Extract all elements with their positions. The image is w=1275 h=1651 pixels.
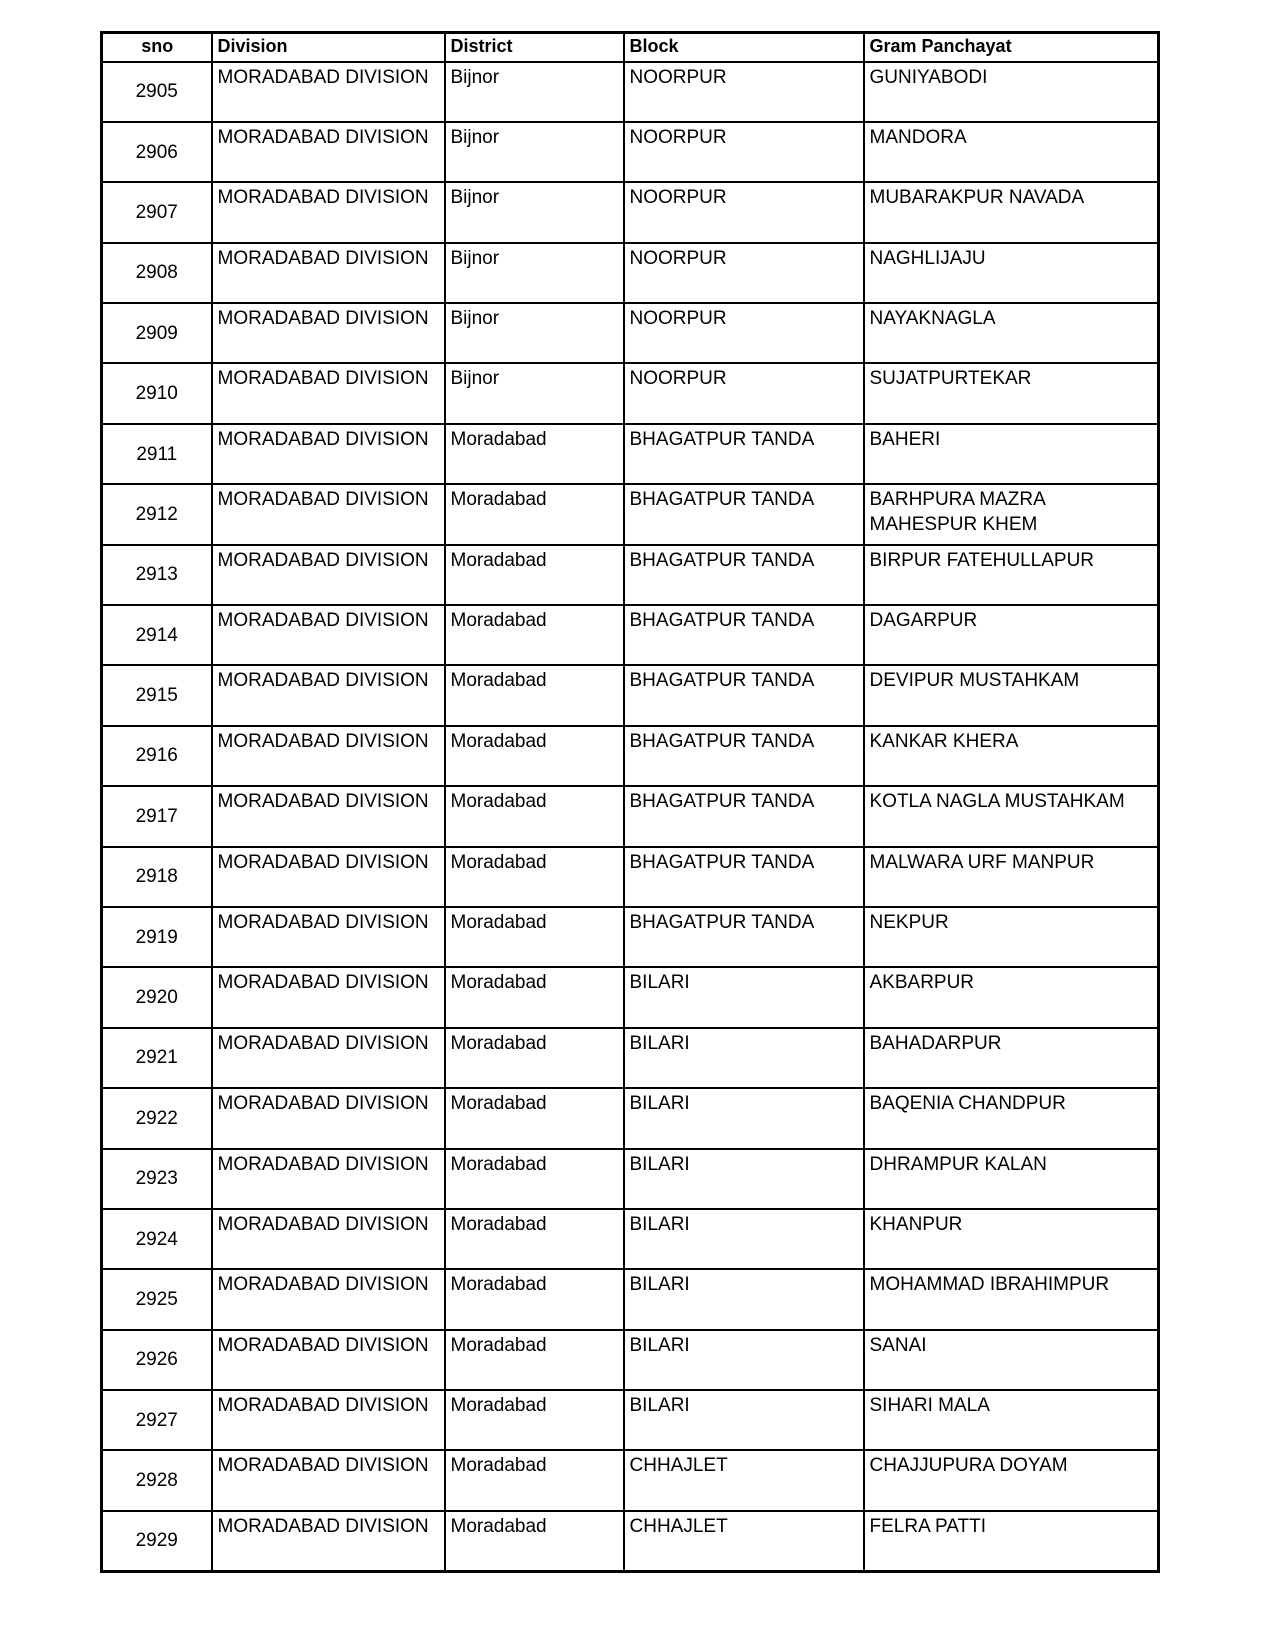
table-row: [102, 605, 1159, 665]
table-row: [102, 484, 1159, 544]
cell-block: BILARI: [624, 1269, 864, 1329]
cell-district: Moradabad: [445, 545, 624, 605]
cell-division: MORADABAD DIVISION: [212, 726, 445, 786]
cell-division: MORADABAD DIVISION: [212, 545, 445, 605]
cell-division: MORADABAD DIVISION: [212, 786, 445, 846]
panchayat-table: [100, 31, 1160, 1573]
cell-division: MORADABAD DIVISION: [212, 1269, 445, 1329]
cell-gram_panchayat: BIRPUR FATEHULLAPUR: [864, 545, 1159, 605]
cell-district: Moradabad: [445, 484, 624, 544]
cell-block: NOORPUR: [624, 62, 864, 122]
cell-block: BILARI: [624, 967, 864, 1027]
cell-sno: 2924: [102, 1209, 212, 1269]
cell-sno: 2927: [102, 1390, 212, 1450]
cell-gram_panchayat: KOTLA NAGLA MUSTAHKAM: [864, 786, 1159, 846]
cell-block: BHAGATPUR TANDA: [624, 545, 864, 605]
cell-district: Moradabad: [445, 1330, 624, 1390]
cell-sno: 2917: [102, 786, 212, 846]
cell-division: MORADABAD DIVISION: [212, 1088, 445, 1148]
cell-division: MORADABAD DIVISION: [212, 303, 445, 363]
cell-sno: 2929: [102, 1511, 212, 1571]
cell-block: BHAGATPUR TANDA: [624, 847, 864, 907]
cell-gram_panchayat: AKBARPUR: [864, 967, 1159, 1027]
cell-block: BHAGATPUR TANDA: [624, 484, 864, 544]
table-row: [102, 424, 1159, 484]
cell-block: BILARI: [624, 1028, 864, 1088]
table-row: [102, 243, 1159, 303]
table-row: [102, 62, 1159, 122]
cell-block: BHAGATPUR TANDA: [624, 786, 864, 846]
cell-division: MORADABAD DIVISION: [212, 1149, 445, 1209]
cell-district: Moradabad: [445, 726, 624, 786]
column-header-division: Division: [212, 33, 445, 62]
document-sheet: [100, 31, 1160, 1573]
cell-block: BHAGATPUR TANDA: [624, 424, 864, 484]
cell-district: Moradabad: [445, 424, 624, 484]
cell-sno: 2928: [102, 1450, 212, 1510]
cell-gram_panchayat: MALWARA URF MANPUR: [864, 847, 1159, 907]
cell-division: MORADABAD DIVISION: [212, 424, 445, 484]
cell-sno: 2905: [102, 62, 212, 122]
cell-district: Bijnor: [445, 243, 624, 303]
cell-gram_panchayat: NAGHLIJAJU: [864, 243, 1159, 303]
table-body: [102, 62, 1159, 1572]
cell-block: CHHAJLET: [624, 1450, 864, 1510]
cell-division: MORADABAD DIVISION: [212, 1209, 445, 1269]
table-row: [102, 786, 1159, 846]
cell-sno: 2919: [102, 907, 212, 967]
cell-division: MORADABAD DIVISION: [212, 967, 445, 1027]
cell-sno: 2906: [102, 122, 212, 182]
cell-district: Bijnor: [445, 62, 624, 122]
cell-division: MORADABAD DIVISION: [212, 243, 445, 303]
table-row: [102, 1511, 1159, 1571]
table-row: [102, 847, 1159, 907]
cell-gram_panchayat: BAHADARPUR: [864, 1028, 1159, 1088]
cell-sno: 2914: [102, 605, 212, 665]
cell-district: Moradabad: [445, 665, 624, 725]
cell-sno: 2925: [102, 1269, 212, 1329]
table-row: [102, 303, 1159, 363]
table-row: [102, 1450, 1159, 1510]
header-row: [102, 33, 1159, 62]
table-row: [102, 1088, 1159, 1148]
cell-district: Bijnor: [445, 122, 624, 182]
cell-sno: 2910: [102, 363, 212, 423]
cell-district: Moradabad: [445, 847, 624, 907]
column-header-sno: sno: [102, 33, 212, 62]
cell-gram_panchayat: BAHERI: [864, 424, 1159, 484]
cell-sno: 2921: [102, 1028, 212, 1088]
cell-district: Moradabad: [445, 786, 624, 846]
column-header-block: Block: [624, 33, 864, 62]
cell-block: NOORPUR: [624, 363, 864, 423]
table-row: [102, 545, 1159, 605]
cell-gram_panchayat: DHRAMPUR KALAN: [864, 1149, 1159, 1209]
cell-block: BHAGATPUR TANDA: [624, 605, 864, 665]
table-row: [102, 122, 1159, 182]
cell-block: BHAGATPUR TANDA: [624, 907, 864, 967]
cell-district: Moradabad: [445, 1269, 624, 1329]
table-row: [102, 1149, 1159, 1209]
cell-gram_panchayat: MANDORA: [864, 122, 1159, 182]
cell-division: MORADABAD DIVISION: [212, 907, 445, 967]
table-row: [102, 1390, 1159, 1450]
cell-division: MORADABAD DIVISION: [212, 1450, 445, 1510]
cell-district: Moradabad: [445, 1209, 624, 1269]
cell-gram_panchayat: MOHAMMAD IBRAHIMPUR: [864, 1269, 1159, 1329]
cell-district: Moradabad: [445, 907, 624, 967]
column-header-gram-panchayat: Gram Panchayat: [864, 33, 1159, 62]
cell-sno: 2915: [102, 665, 212, 725]
cell-gram_panchayat: NEKPUR: [864, 907, 1159, 967]
cell-gram_panchayat: BARHPURA MAZRA MAHESPUR KHEM: [864, 484, 1159, 544]
cell-block: CHHAJLET: [624, 1511, 864, 1571]
table-row: [102, 1330, 1159, 1390]
cell-gram_panchayat: CHAJJUPURA DOYAM: [864, 1450, 1159, 1510]
cell-gram_panchayat: DEVIPUR MUSTAHKAM: [864, 665, 1159, 725]
cell-gram_panchayat: SUJATPURTEKAR: [864, 363, 1159, 423]
cell-division: MORADABAD DIVISION: [212, 122, 445, 182]
cell-sno: 2911: [102, 424, 212, 484]
cell-gram_panchayat: BAQENIA CHANDPUR: [864, 1088, 1159, 1148]
cell-gram_panchayat: SANAI: [864, 1330, 1159, 1390]
cell-district: Moradabad: [445, 1149, 624, 1209]
cell-division: MORADABAD DIVISION: [212, 605, 445, 665]
cell-sno: 2918: [102, 847, 212, 907]
cell-block: BILARI: [624, 1330, 864, 1390]
table-row: [102, 726, 1159, 786]
cell-division: MORADABAD DIVISION: [212, 484, 445, 544]
cell-sno: 2913: [102, 545, 212, 605]
cell-block: NOORPUR: [624, 303, 864, 363]
cell-district: Moradabad: [445, 967, 624, 1027]
cell-gram_panchayat: KHANPUR: [864, 1209, 1159, 1269]
cell-block: NOORPUR: [624, 182, 864, 242]
cell-division: MORADABAD DIVISION: [212, 847, 445, 907]
cell-division: MORADABAD DIVISION: [212, 62, 445, 122]
cell-division: MORADABAD DIVISION: [212, 1330, 445, 1390]
table-row: [102, 182, 1159, 242]
cell-block: NOORPUR: [624, 122, 864, 182]
cell-division: MORADABAD DIVISION: [212, 1511, 445, 1571]
cell-sno: 2908: [102, 243, 212, 303]
cell-district: Bijnor: [445, 363, 624, 423]
cell-gram_panchayat: NAYAKNAGLA: [864, 303, 1159, 363]
table-row: [102, 665, 1159, 725]
cell-gram_panchayat: GUNIYABODI: [864, 62, 1159, 122]
cell-gram_panchayat: SIHARI MALA: [864, 1390, 1159, 1450]
cell-block: BILARI: [624, 1209, 864, 1269]
cell-district: Moradabad: [445, 1450, 624, 1510]
table-row: [102, 363, 1159, 423]
cell-block: BILARI: [624, 1149, 864, 1209]
cell-gram_panchayat: DAGARPUR: [864, 605, 1159, 665]
cell-district: Moradabad: [445, 1028, 624, 1088]
cell-district: Moradabad: [445, 605, 624, 665]
cell-sno: 2922: [102, 1088, 212, 1148]
cell-district: Bijnor: [445, 303, 624, 363]
cell-sno: 2920: [102, 967, 212, 1027]
cell-district: Moradabad: [445, 1088, 624, 1148]
table-row: [102, 1028, 1159, 1088]
cell-division: MORADABAD DIVISION: [212, 665, 445, 725]
column-header-district: District: [445, 33, 624, 62]
cell-sno: 2923: [102, 1149, 212, 1209]
cell-block: BHAGATPUR TANDA: [624, 726, 864, 786]
cell-district: Moradabad: [445, 1390, 624, 1450]
cell-district: Bijnor: [445, 182, 624, 242]
cell-sno: 2916: [102, 726, 212, 786]
table-row: [102, 907, 1159, 967]
cell-sno: 2912: [102, 484, 212, 544]
cell-division: MORADABAD DIVISION: [212, 363, 445, 423]
cell-block: NOORPUR: [624, 243, 864, 303]
cell-gram_panchayat: FELRA PATTI: [864, 1511, 1159, 1571]
cell-sno: 2909: [102, 303, 212, 363]
cell-sno: 2907: [102, 182, 212, 242]
cell-gram_panchayat: KANKAR KHERA: [864, 726, 1159, 786]
cell-block: BHAGATPUR TANDA: [624, 665, 864, 725]
cell-division: MORADABAD DIVISION: [212, 1390, 445, 1450]
cell-block: BILARI: [624, 1088, 864, 1148]
table-row: [102, 1209, 1159, 1269]
cell-sno: 2926: [102, 1330, 212, 1390]
cell-district: Moradabad: [445, 1511, 624, 1571]
cell-gram_panchayat: MUBARAKPUR NAVADA: [864, 182, 1159, 242]
cell-division: MORADABAD DIVISION: [212, 1028, 445, 1088]
table-row: [102, 967, 1159, 1027]
cell-block: BILARI: [624, 1390, 864, 1450]
cell-division: MORADABAD DIVISION: [212, 182, 445, 242]
table-row: [102, 1269, 1159, 1329]
